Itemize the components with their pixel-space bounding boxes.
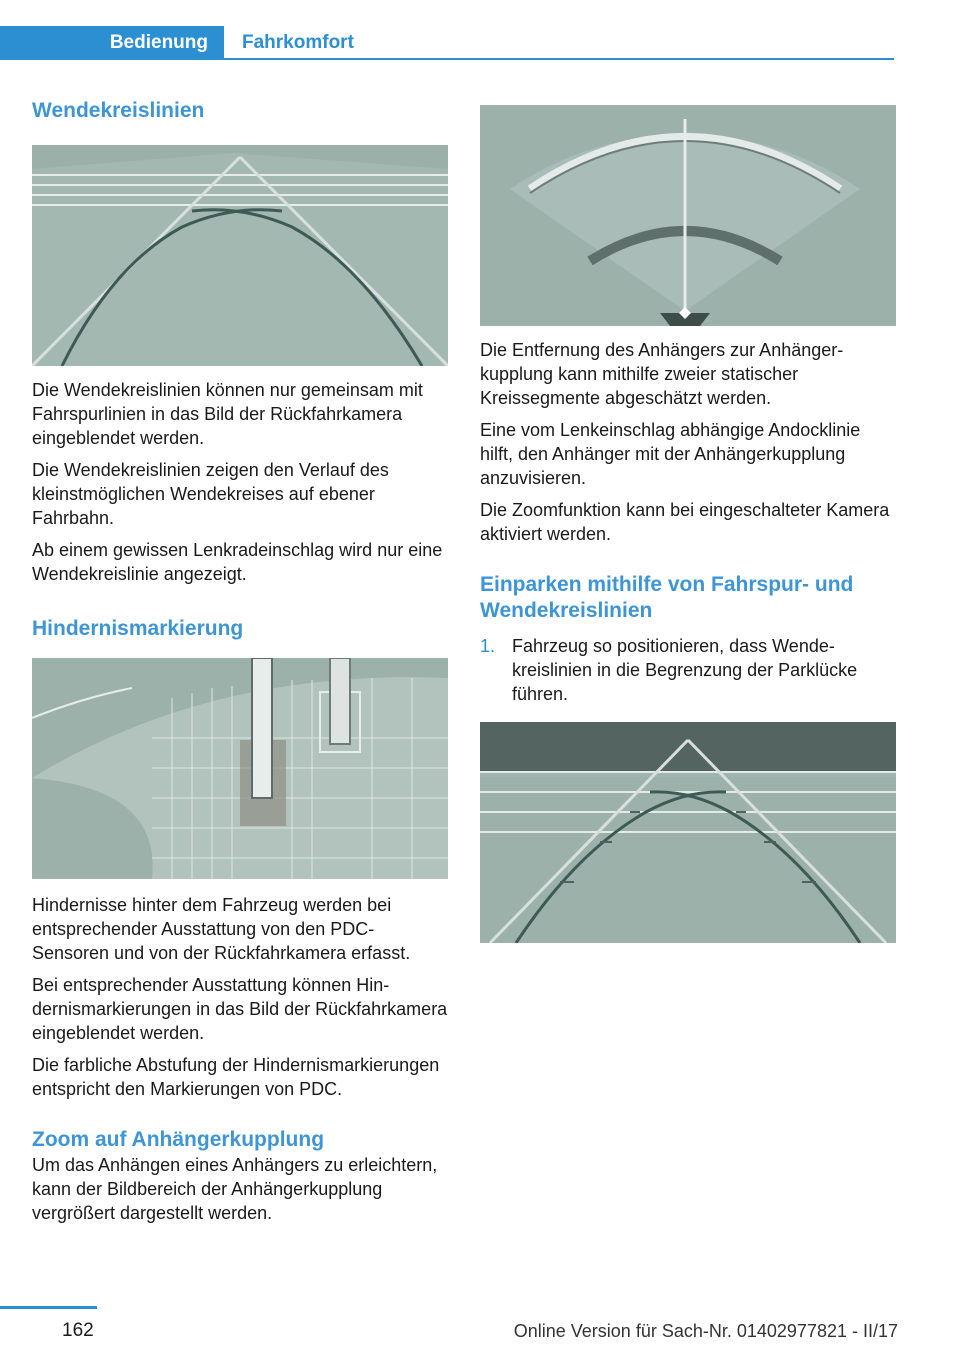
tab-fahrkomfort[interactable]: Fahrkomfort — [242, 32, 354, 53]
footer-rule — [0, 1306, 97, 1309]
paragraph: Die Wendekreislinien zeigen den Verlauf des kleinstmöglichen Wendekreises auf ebener Fahrbahn. — [32, 460, 389, 528]
paragraph: Hindernisse hinter dem Fahrzeug werden bei entsprechender Ausstattung von den PDC-Sensoren und von der Rückfahrkamera erfasst. — [32, 895, 411, 963]
heading-wendekreislinien: Wendekreislinien — [32, 99, 205, 122]
paragraph: Eine vom Lenkeinschlag abhängige Andocklinie hilft, den Anhänger mit der Anhängerkupplung anzuvisieren. — [480, 420, 861, 488]
list-text: Fahrzeug so positionieren, dass Wendekreislinien in die Begrenzung der Parklücke führen. — [512, 636, 858, 704]
paragraph: Die Wendekreislinien können nur gemeinsam mit Fahrspurlinien in das Bild der Rückfahrkamera eingeblendet werden. — [32, 380, 423, 448]
left-column — [32, 98, 448, 1233]
tab-underline — [0, 58, 894, 60]
paragraph: Die farbliche Abstufung der Hindernismarkierungen entspricht den Markierungen von PDC. — [32, 1055, 440, 1099]
turning-circle-lines-figure — [32, 145, 448, 366]
paragraph: Um das Anhängen eines Anhängers zu erleichtern, kann der Bildbereich der Anhängerkupplung vergrößert dargestellt werden. — [32, 1155, 438, 1223]
heading-hindernismarkierung: Hindernismarkierung — [32, 617, 244, 640]
right-column — [480, 105, 896, 943]
paragraph: Die Zoomfunktion kann bei eingeschalteter Kamera aktiviert werden. — [480, 500, 890, 544]
list-item — [480, 634, 896, 706]
obstacle-marking-figure — [32, 658, 448, 879]
chapter-tab-bar — [0, 26, 894, 60]
footer-version-text: Online Version für Sach-Nr. 01402977821 - II/17 — [513, 1321, 898, 1341]
tab-bedienung[interactable]: Bedienung — [0, 26, 224, 60]
list-number: 1. — [480, 636, 496, 656]
page-number: 162 — [62, 1320, 94, 1341]
paragraph: Bei entsprechender Ausstattung können Hindernismarkierungen in das Bild der Rückfahrkamera eingeblendet werden. — [32, 975, 448, 1043]
hitch-zoom-figure — [480, 105, 896, 326]
paragraph: Ab einem gewissen Lenkradeinschlag wird nur eine Wendekreislinie angezeigt. — [32, 540, 443, 584]
parking-lines-figure — [480, 722, 896, 943]
paragraph: Die Entfernung des Anhängers zur Anhängerkupplung kann mithilfe zweier statischer Kreissegmente abgeschätzt werden. — [480, 340, 844, 408]
heading-zoom-anhaengerkupplung: Zoom auf Anhängerkupplung — [32, 1128, 325, 1151]
heading-einparken: Einparken mithilfe von Fahrspur- und Wendekreislinien — [480, 573, 854, 622]
